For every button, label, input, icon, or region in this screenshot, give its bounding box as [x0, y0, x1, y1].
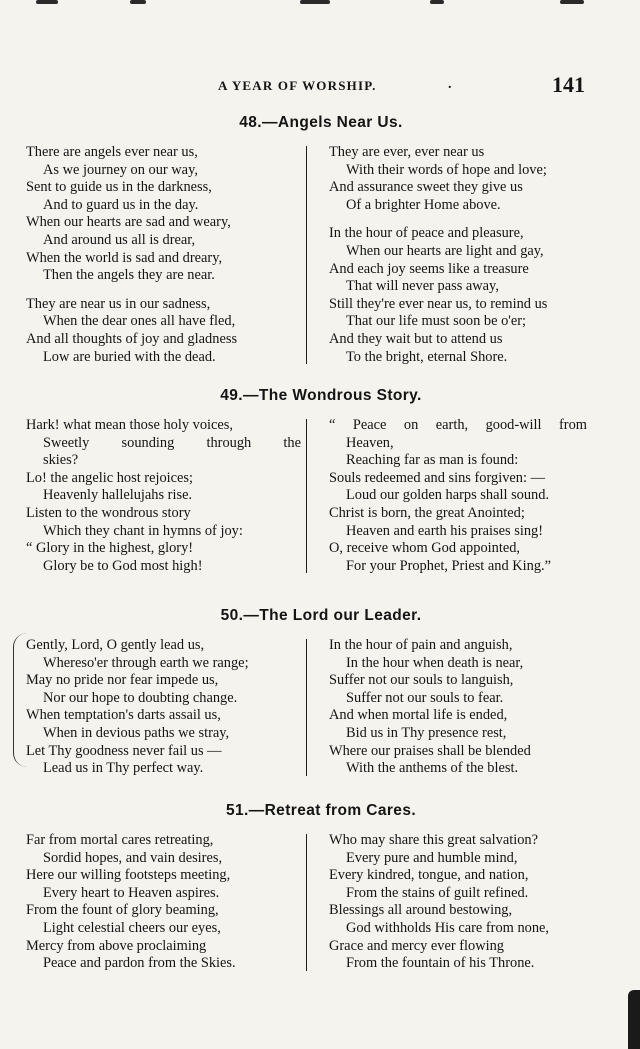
column-divider [306, 146, 307, 364]
verse-line: O, receive whom God appointed, [329, 540, 521, 557]
right-column [313, 637, 616, 778]
verse-line: Souls redeemed and sins forgiven: — [329, 469, 545, 486]
stanza [26, 637, 313, 778]
verse-line: And each joy seems like a treasure [329, 260, 529, 277]
verse-line: Every kindred, tongue, and nation, [329, 867, 529, 884]
verse-line: In the hour when death is near, [346, 654, 524, 671]
verse-line: From the fount of glory beaming, [26, 902, 219, 919]
verse-line: When the world is sad and dreary, [26, 249, 223, 266]
verse-line: As we journey on our way, [43, 161, 198, 178]
verse-line: Blessings all around bestowing, [329, 902, 513, 919]
stanza [329, 144, 616, 214]
verse-line: From the stains of guilt refined. [346, 884, 529, 901]
verse-line: Suffer not our souls to fear. [346, 689, 504, 706]
verse-line: Gently, Lord, O gently lead us, [26, 637, 205, 653]
verse-line: Heavenly hallelujahs rise. [43, 487, 193, 504]
verse-line: Every pure and humble mind, [346, 849, 518, 866]
stanza [26, 832, 313, 973]
verse-line: Reaching far as man is found: [346, 452, 519, 469]
verse-line: God withholds His care from none, [346, 919, 550, 936]
hymn-columns [26, 832, 616, 973]
verse-line: For your Prophet, Priest and King.” [346, 557, 552, 574]
hymn-title: 49.—The Wondrous Story. [220, 387, 422, 404]
stanza [329, 637, 616, 778]
verse-line: Low are buried with the dead. [43, 348, 216, 365]
verse-line: They are ever, ever near us [329, 144, 485, 160]
verse-line: And assurance sweet they give us [329, 179, 523, 196]
verse-line: When our hearts are sad and weary, [26, 214, 231, 231]
stanza [329, 417, 616, 575]
verse-line: And when mortal life is ended, [329, 707, 508, 724]
verse-line: Which they chant in hymns of joy: [43, 522, 243, 539]
hymn-50 [26, 605, 616, 778]
column-divider [306, 834, 307, 971]
page-edge-shadow [628, 990, 640, 1049]
left-column [26, 417, 313, 575]
top-edge-marks [0, 0, 640, 8]
verse-line: Who may share this great salvation? [329, 832, 538, 848]
hymn-title: 50.—The Lord our Leader. [220, 607, 422, 624]
hymn-title: 48.—Angels Near Us. [239, 114, 403, 131]
verse-line: When the dear ones all have fled, [43, 313, 236, 330]
verse-line: To the bright, eternal Shore. [346, 348, 508, 365]
verse-line: That will never pass away, [346, 278, 499, 295]
verse-line: Heaven, [346, 434, 394, 451]
verse-line: That our life must soon be o'er; [346, 313, 527, 330]
verse-line: Christ is born, the great Anointed; [329, 504, 525, 521]
hymn-51 [26, 800, 616, 973]
hymn-columns [26, 417, 616, 575]
running-title: A YEAR OF WORSHIP. [218, 78, 377, 93]
header-dot: . [448, 77, 452, 92]
column-divider [306, 639, 307, 776]
hymn-48 [26, 112, 616, 366]
verse-line: And around us all is drear, [43, 231, 196, 248]
verse-line: Heaven and earth his praises sing! [346, 522, 544, 539]
page-number: 141 [552, 72, 585, 97]
verse-line: Grace and mercy ever flowing [329, 937, 504, 954]
verse-line: “ Glory in the highest, glory! [26, 540, 194, 557]
verse-line: Hark! what mean those holy voices, [26, 417, 234, 433]
left-column [26, 832, 313, 973]
verse-line: In the hour of peace and pleasure, [329, 225, 524, 242]
hymn-49 [26, 385, 616, 575]
verse-line: Nor our hope to doubting change. [43, 689, 238, 706]
right-column [313, 417, 616, 575]
verse-line: Here our willing footsteps meeting, [26, 867, 231, 884]
verse-line: Loud our golden harps shall sound. [346, 487, 550, 504]
verse-line: “ Peace on earth, good-will from [329, 417, 587, 433]
right-column [313, 832, 616, 973]
verse-line: Every heart to Heaven aspires. [43, 884, 220, 901]
verse-line: Still they're ever near us, to remind us [329, 295, 548, 312]
verse-line: Lead us in Thy perfect way. [43, 760, 204, 777]
right-column [313, 144, 616, 366]
verse-line: Suffer not our souls to languish, [329, 672, 514, 689]
verse-line: And to guard us in the day. [43, 196, 199, 213]
verse-line: Far from mortal cares retreating, [26, 832, 214, 848]
verse-line: From the fountain of his Throne. [346, 955, 535, 972]
stanza [329, 832, 616, 973]
verse-line: Then the angels they are near. [43, 267, 215, 284]
column-divider [306, 419, 307, 573]
verse-line: Sent to guide us in the darkness, [26, 179, 212, 196]
verse-line: Listen to the wondrous story [26, 504, 191, 521]
hymn-columns [26, 144, 616, 366]
hymn-title: 51.—Retreat from Cares. [225, 802, 417, 819]
stanza [329, 225, 616, 366]
verse-line: May no pride nor fear impede us, [26, 672, 219, 689]
verse-line: Where our praises shall be blended [329, 742, 531, 759]
verse-line: Mercy from above proclaiming [26, 937, 207, 954]
verse-line: When in devious paths we stray, [43, 724, 230, 741]
verse-line: Let Thy goodness never fail us — [26, 742, 222, 759]
stanza [26, 296, 313, 366]
left-column [26, 144, 313, 366]
verse-line: Sordid hopes, and vain desires, [43, 849, 223, 866]
verse-line: Of a brighter Home above. [346, 196, 501, 213]
verse-line: When temptation's darts assail us, [26, 707, 221, 724]
verse-line: They are near us in our sadness, [26, 295, 211, 312]
verse-line: With the anthems of the blest. [346, 760, 519, 777]
verse-line: When our hearts are light and gay, [346, 242, 544, 259]
verse-line: There are angels ever near us, [26, 144, 198, 160]
hymn-columns [26, 637, 616, 778]
margin-bracket-mark [13, 633, 28, 767]
verse-line: Lo! the angelic host rejoices; [26, 469, 194, 486]
verse-line: Peace and pardon from the Skies. [43, 955, 236, 972]
verse-line: Glory be to God most high! [43, 557, 203, 574]
verse-line: Light celestial cheers our eyes, [43, 919, 221, 936]
left-column [26, 637, 313, 778]
verse-line: In the hour of pain and anguish, [329, 637, 513, 653]
verse-line: And all thoughts of joy and gladness [26, 330, 238, 347]
verse-line: Whereso'er through earth we range; [43, 654, 249, 671]
verse-line: Sweetly sounding through the [43, 434, 301, 451]
verse-line: skies? [43, 452, 79, 469]
stanza [26, 144, 313, 285]
stanza [26, 417, 313, 575]
page-header [0, 72, 640, 102]
verse-line: With their words of hope and love; [346, 161, 547, 178]
verse-line: Bid us in Thy presence rest, [346, 724, 507, 741]
verse-line: And they wait but to attend us [329, 330, 503, 347]
